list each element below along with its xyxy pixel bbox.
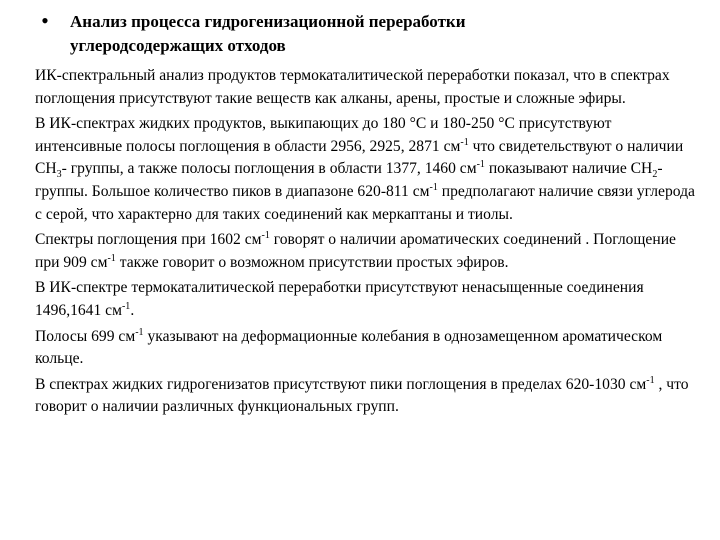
superscript-minus-one: -1 bbox=[646, 374, 655, 386]
p6-text-b: , что говорит о наличии различных функциональных групп. bbox=[35, 375, 689, 416]
bullet-icon: • bbox=[41, 8, 49, 33]
superscript-minus-one: -1 bbox=[121, 300, 131, 312]
title-row bbox=[20, 8, 700, 58]
p6-text-a: В спектрах жидких гидрогенизатов присутствуют пики поглощения в пределах 620-1030 см bbox=[35, 375, 647, 393]
superscript-minus-one: -1 bbox=[107, 252, 116, 264]
paragraph-5 bbox=[35, 326, 695, 371]
p2-text-a: В ИК-спектрах жидких продуктов, выкипающих до 180 °С и 180-250 °С присутствуют интенсивные полосы поглощения в области 2956, 2925, 2871 см bbox=[35, 115, 612, 155]
p3-text-b: говорят о наличии ароматических соединений . Поглощение при 909 см bbox=[35, 231, 676, 271]
paragraph-1: ИК-спектральный анализ продуктов термокаталитической переработки показал, что в спектрах поглощения присутствуют такие веществ как алканы, арены, простые и сложные эфиры. bbox=[35, 67, 670, 107]
slide-body bbox=[35, 65, 695, 422]
paragraph-2 bbox=[35, 113, 695, 226]
p3-text-c: также говорит о возможном присутствии простых эфиров. bbox=[115, 253, 509, 271]
superscript-minus-one: -1 bbox=[476, 159, 485, 171]
p2-text-f: предполагают наличие связи углерода с серой, что характерно для таких соединений как меркаптаны и тиолы. bbox=[35, 182, 695, 223]
p2-text-d: показывают наличие СН bbox=[484, 160, 653, 178]
p3-text-a: Спектры поглощения при 1602 см bbox=[35, 231, 262, 249]
superscript-minus-one: -1 bbox=[460, 136, 469, 148]
subscript-two: 2 bbox=[652, 169, 658, 181]
p5-text-a: Полосы 699 см bbox=[35, 327, 136, 345]
slide-title bbox=[70, 10, 466, 58]
paragraph-3 bbox=[35, 229, 695, 274]
paragraph-4 bbox=[35, 277, 695, 322]
title-line-1: Анализ процесса гидрогенизационной переработки bbox=[70, 12, 466, 31]
p4-text-a: В ИК-спектре термокаталитической переработки присутствуют ненасыщенные соединения 1496,1641 см bbox=[35, 279, 644, 319]
subscript-three: 3 bbox=[56, 169, 62, 181]
superscript-minus-one: -1 bbox=[135, 326, 144, 338]
title-line-2: углеродсодержащих отходов bbox=[70, 36, 286, 55]
p2-text-c: - группы, а также полосы поглощения в области 1377, 1460 см bbox=[61, 160, 477, 178]
paragraph-6 bbox=[35, 374, 695, 419]
p4-text-b: . bbox=[130, 301, 135, 319]
p5-text-b: указывают на деформационные колебания в однозамещенном ароматическом кольце. bbox=[35, 327, 663, 368]
p2-text-b: что свидетельствуют о наличии СН bbox=[35, 137, 684, 178]
superscript-minus-one: -1 bbox=[261, 229, 270, 241]
p2-text-e: - группы. Большое количество пиков в диапазоне 620-811 см bbox=[35, 160, 663, 200]
superscript-minus-one: -1 bbox=[429, 181, 438, 193]
